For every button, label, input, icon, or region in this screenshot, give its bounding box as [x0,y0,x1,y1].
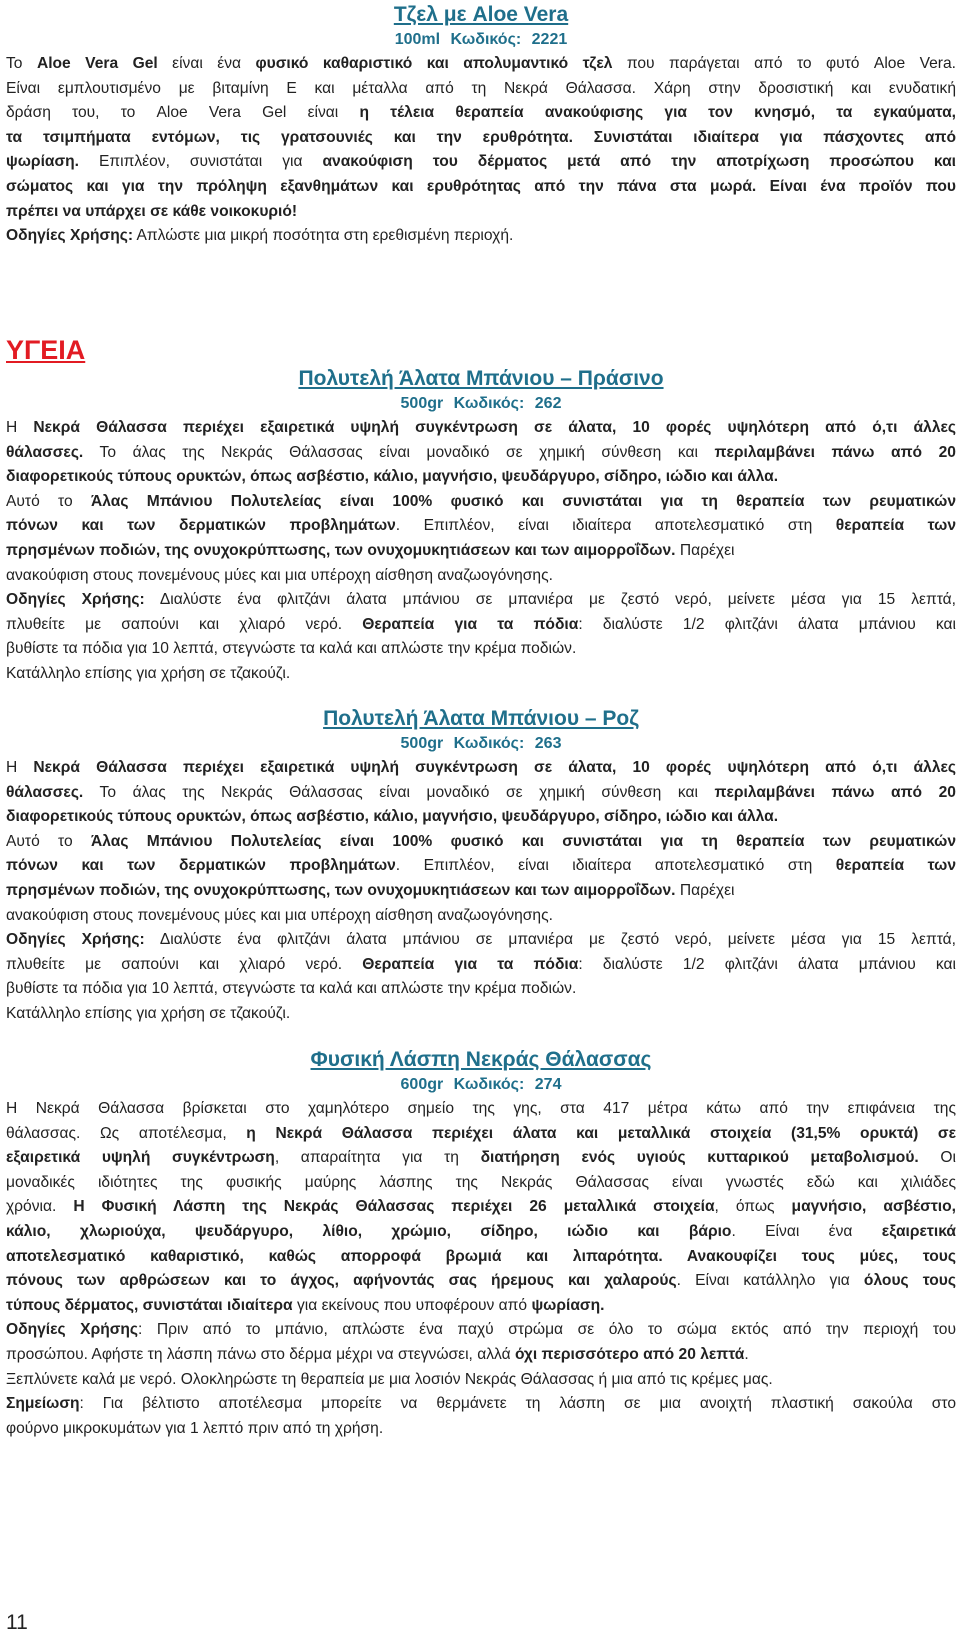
text-run: Η [6,419,34,436]
product-meta: 600gr Κωδικός: 274 [400,1076,562,1093]
text-run: πόνων και των δερματικών προβλημάτων [6,517,396,535]
description-line [6,1171,956,1196]
text-run: Οι [918,1149,956,1167]
text-run: Οδηγίες Χρήσης: [6,591,145,609]
text-run: Άλας Μπάνιου Πολυτελείας είναι 100% φυσικό και συνιστάται για τη θεραπεία των ρευματικών [90,492,956,510]
text-run: ψωρίαση. [6,153,80,171]
description-line [6,756,956,781]
text-run: Παρέχει [675,541,735,559]
text-run: . Επιπλέον, είναι ιδιαίτερα αποτελεσματικό στη [395,857,836,875]
text-run: . Είναι κατάλληλο για [676,1272,864,1290]
description-line [6,830,956,855]
text-run: πρησμένων ποδιών, της ονυχοκρύπτωσης, των ονυχομυκητιάσεων και των αιμορροΐδων. [6,541,676,559]
text-run: μοναδικές ιδιότητες της φυσικής μαύρης λάσπης της Νεκράς Θάλασσας είναι γνωστές εδώ και χιλιάδες [6,1173,956,1191]
text-run: πλυθείτε με σαπούνι και χλιαρό νερό. [6,615,363,633]
description-line [6,224,956,249]
text-run: διατήρηση ενός υγιούς κυτταρικού μεταβολισμού. [480,1149,919,1167]
text-run: Διαλύστε ένα φλιτζάνι άλατα μπάνιου σε μπανιέρα με ζεστό νερό, μείνετε μέσα για 15 λεπτά, [144,931,956,949]
product-description [6,756,956,1027]
description-line [6,1368,956,1393]
section-title: ΥΓΕΙΑ [6,335,86,365]
text-run: που παράγεται από το φυτό Aloe Vera. [612,55,956,72]
description-line [6,1195,956,1220]
description-line [6,126,956,151]
description-line [6,52,956,77]
description-line [6,1146,956,1171]
text-run: σώματος και για την πρόληψη εξανθημάτων και ερυθρότητας από την πάνα στα μωρά. Είναι ένα προϊόν που [6,177,956,195]
text-run: πρέπει να υπάρχει σε κάθε νοικοκυριό! [6,202,298,220]
text-run: θάλασσας. Ως αποτέλεσμα, [6,1124,247,1142]
text-run: πόνων και των δερματικών προβλημάτων [6,857,396,875]
text-run: : Για βέλτιστο αποτέλεσμα μπορείτε να θερμάνετε τη λάσπη σε μια ανοιχτή πλαστική σακούλα στο [79,1395,956,1413]
text-run: Απλώστε μια μικρή ποσότητα στη ερεθισμένη περιοχή. [133,227,514,245]
text-run: Οδηγίες Χρήσης: [6,227,134,245]
text-run: χρόνια. [6,1198,74,1216]
text-run: Επιπλέον, συνιστάται για [79,153,323,171]
text-run: Aloe Vera Gel [36,55,158,72]
text-run: πρησμένων ποδιών, της ονυχοκρύπτωσης, των ονυχομυκητιάσεων και των αιμορροΐδων. [6,881,676,899]
text-run: διαφορετικούς τύπους ορυκτών, όπως ασβέστιο, κάλιο, μαγνήσιο, ψευδάργυρο, σίδηρο, ιώδιο και άλλα. [6,468,779,486]
text-run: βυθίστε τα πόδια για 10 λεπτά, στεγνώστε τα καλά και απλώστε την κρέμα ποδιών. [6,640,577,658]
text-run: Αυτό το [6,832,91,850]
text-run: πλυθείτε με σαπούνι και χλιαρό νερό. [6,955,363,973]
text-run: μαγνήσιο, ασβέστιο, [791,1198,957,1216]
text-run: Νεκρά Θάλασσα περιέχει εξαιρετικά υψηλή συγκέντρωση σε άλατα, 10 φορές υψηλότερη από ό,τι άλλες [33,759,956,776]
product-meta: 500gr Κωδικός: 262 [400,395,562,412]
description-line [6,854,956,879]
text-run: θεραπεία των [835,517,957,535]
text-run: ψωρίαση. [531,1296,605,1314]
text-run: κάλιο, χλωριούχα, ψευδάργυρο, λίθιο, χρώμιο, σίδηρο, ιώδιο και βάριο [6,1222,732,1240]
text-run: Ξεπλύνετε καλά με νερό. Ολοκληρώστε τη θεραπεία με μια λοσιόν Νεκράς Θάλασσας ή μια από τις κρέμες μας. [6,1370,773,1388]
product-bath-salts-green [6,366,956,687]
description-line [6,977,956,1002]
text-run: Οδηγίες Χρήσης [6,1321,139,1339]
text-run: Παρέχει [675,881,735,899]
text-run: : διαλύστε 1/2 φλιτζάνι άλατα μπάνιου και [578,615,956,633]
text-run: ανακούφιση του δέρματος μετά από την αποτρίχωση προσώπου και [322,153,956,171]
description-line [6,465,956,490]
description-line [6,150,956,175]
description-line [6,101,956,126]
text-run: . Είναι ένα [731,1222,882,1240]
description-line [6,879,956,904]
text-run: ανακούφιση στους πονεμένους μύες και μια υπέροχη αίσθηση αναζωογόνησης. [6,566,553,584]
description-line [6,490,956,515]
product-meta: 500gr Κωδικός: 263 [400,735,562,752]
product-meta: 100ml Κωδικός: 2221 [394,31,568,48]
description-line [6,953,956,978]
description-line [6,1269,956,1294]
description-line [6,1294,956,1319]
text-run: Αυτό το [6,492,91,510]
text-run: δράση του, το Aloe Vera Gel είναι [6,104,360,122]
text-run: η Νεκρά Θάλασσα περιέχει άλατα και μεταλλικά στοιχεία (31,5% ορυκτά) σε [246,1124,956,1142]
description-line [6,564,956,589]
description-line [6,1097,956,1122]
description-line [6,77,956,102]
text-run: Είναι εμπλουτισμένο με βιταμίνη Ε και μέταλλα από τη Νεκρά Θάλασσα. Χάρη στην δροσιστική και ενυδατική [6,79,956,97]
text-run: θάλασσες. [6,783,84,801]
description-line [6,200,956,225]
product-title: Πολυτελή Άλατα Μπάνιου – Ροζ [323,707,639,730]
text-run: Η [6,759,34,776]
text-run: βυθίστε τα πόδια για 10 λεπτά, στεγνώστε τα καλά και απλώστε την κρέμα ποδιών. [6,980,577,998]
description-line [6,514,956,539]
text-run: πόνους των αρθρώσεων και το άγχος, αφήνοντάς σας ήρεμους και χαλαρούς [6,1272,677,1290]
text-run: προσώπου. Αφήστε τη λάσπη πάνω στο δέρμα μέχρι να στεγνώσει, αλλά [6,1345,515,1363]
description-line [6,662,956,687]
product-description [6,416,956,687]
text-run: Νεκρά Θάλασσα περιέχει εξαιρετικά υψηλή συγκέντρωση σε άλατα, 10 φορές υψηλότερη από ό,τι άλλες [33,419,956,436]
text-run: Το άλας της Νεκράς Θάλασσας είναι μοναδικό σε χημική σύνθεση και [83,783,715,801]
text-run: Άλας Μπάνιου Πολυτελείας είναι 100% φυσικό και συνιστάται για τη θεραπεία των ρευματικών [90,832,956,850]
text-run: , όπως [714,1198,792,1216]
text-run: Θεραπεία για τα πόδια [362,615,579,633]
text-run: φούρνο μικροκυμάτων για 1 λεπτό πριν από τη χρήση. [6,1419,384,1437]
description-line [6,1318,956,1343]
text-run: Σημείωση [6,1395,80,1413]
text-run: διαφορετικούς τύπους ορυκτών, όπως ασβέστιο, κάλιο, μαγνήσιο, ψευδάργυρο, σίδηρο, ιώδιο και άλλα. [6,808,779,826]
text-run: Κατάλληλο επίσης για χρήση σε τζακούζι. [6,664,291,682]
text-run: Θεραπεία για τα πόδια [362,955,579,973]
text-run: θεραπεία των [835,857,957,875]
product-description [6,52,956,249]
text-run: . [744,1345,749,1363]
text-run: η τέλεια θεραπεία ανακούφισης για τον κνησμό, τα εγκαύματα, [359,104,956,122]
text-run: Το άλας της Νεκράς Θάλασσας είναι μοναδικό σε χημική σύνθεση και [83,443,715,461]
description-line [6,1392,956,1417]
description-line [6,1122,956,1147]
text-run: . Επιπλέον, είναι ιδιαίτερα αποτελεσματικό στη [395,517,836,535]
text-run: θάλασσες. [6,443,84,461]
description-line [6,588,956,613]
text-run: Διαλύστε ένα φλιτζάνι άλατα μπάνιου σε μπανιέρα με ζεστό νερό, μείνετε μέσα για 15 λεπτά, [144,591,956,609]
description-line [6,637,956,662]
description-line [6,805,956,830]
text-run: Η Νεκρά Θάλασσα βρίσκεται στο χαμηλότερο σημείο της γης, στα 417 μέτρα κάτω από την επιφάνεια της [6,1100,956,1117]
description-line [6,1220,956,1245]
text-run: όχι περισσότερο από 20 λεπτά [514,1345,745,1363]
text-run: είναι ένα [157,55,256,72]
text-run: τύπους δέρματος, συνιστάται ιδιαίτερα [6,1296,293,1314]
text-run: ανακούφιση στους πονεμένους μύες και μια υπέροχη αίσθηση αναζωογόνησης. [6,906,553,924]
description-line [6,781,956,806]
text-run: φυσικό καθαριστικό και απολυμαντικό τζελ [255,55,613,72]
description-line [6,613,956,638]
description-line [6,539,956,564]
text-run: αποτελεσματικό καθαριστικό, καθώς απορροφά βρωμιά και λιπαρότητα. Ανακουφίζει τους μύες, τους [6,1247,956,1265]
description-line [6,1343,956,1368]
text-run: Κατάλληλο επίσης για χρήση σε τζακούζι. [6,1004,291,1022]
product-description [6,1097,956,1441]
text-run: τα τσιμπήματα εντόμων, τις γρατσουνιές και την ερυθρότητα. Συνιστάται ιδιαίτερα για πάσχοντες από [6,128,956,146]
description-line [6,1002,956,1027]
text-run: Οδηγίες Χρήσης: [6,931,145,949]
text-run: εξαιρετικά υψηλή συγκέντρωση [6,1149,275,1167]
text-run: Η Φυσική Λάσπη της Νεκράς Θάλασσας περιέχει 26 μεταλλικά στοιχεία [73,1198,715,1216]
product-bath-salts-pink [6,706,956,1027]
description-line [6,175,956,200]
description-line [6,441,956,466]
description-line [6,1245,956,1270]
description-line [6,1417,956,1442]
text-run: : διαλύστε 1/2 φλιτζάνι άλατα μπάνιου και [578,955,956,973]
page-number: 11 [6,1611,28,1634]
text-run: : Πριν από το μπάνιο, απλώστε ένα παχύ στρώμα σε όλο το σώμα εκτός από την περιοχή του [138,1321,956,1339]
text-run: Το [6,55,37,72]
text-run: , απαραίτητα για τη [274,1149,481,1167]
product-title: Τζελ με Aloe Vera [393,3,569,26]
text-run: όλους τους [863,1272,956,1290]
description-line [6,416,956,441]
text-run: περιλαμβάνει πάνω από 20 [714,783,956,801]
text-run: εξαιρετικά [881,1222,956,1240]
product-title: Φυσική Λάσπη Νεκράς Θάλασσας [310,1048,652,1071]
text-run: περιλαμβάνει πάνω από 20 [714,443,956,461]
description-line [6,928,956,953]
product-aloe-vera [6,2,956,249]
product-dead-sea-mud [6,1047,956,1441]
text-run: για εκείνους που υποφέρουν από [292,1296,532,1314]
product-title: Πολυτελή Άλατα Μπάνιου – Πράσινο [298,367,664,390]
description-line [6,904,956,929]
